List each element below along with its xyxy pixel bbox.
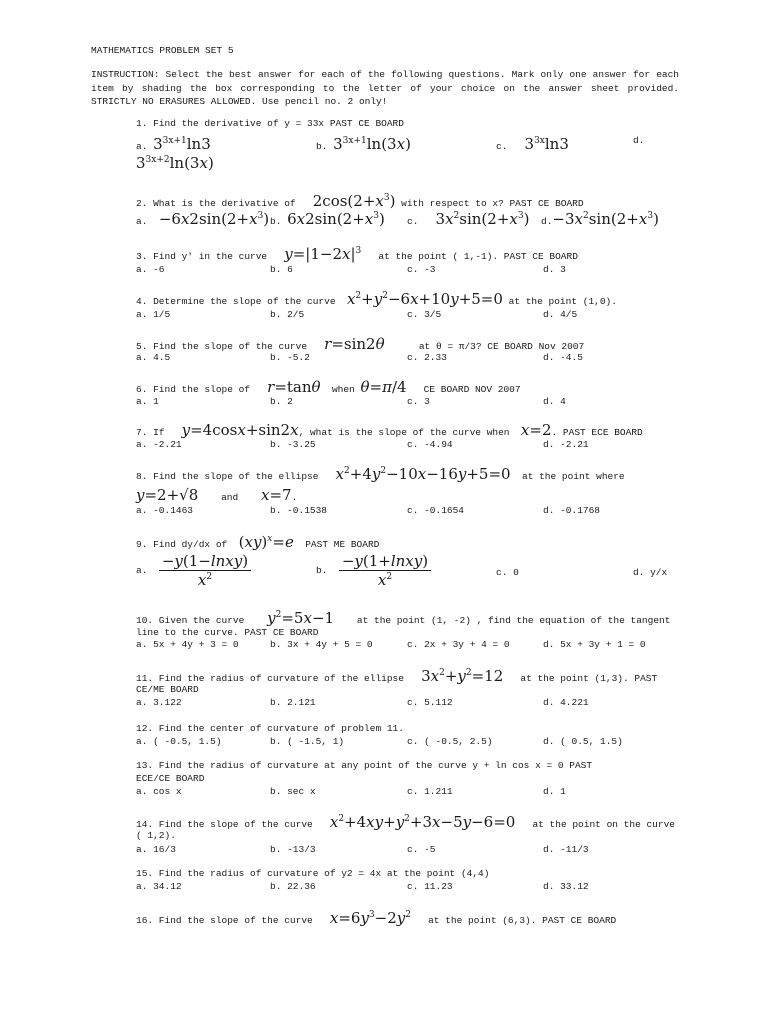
q8-option-a: a. -0.1463 [136, 505, 194, 516]
q9-option-b: b. $\frac{\text{−y(1+lnxy)}}{x^2}$ [316, 552, 431, 589]
q10-option-c: c. 2x + 3y + 4 = 0 [407, 639, 510, 650]
q16-stem: 16. Find the slope of the curve $x=6y^3-2y^2$ at the point (6,3). PAST CE BOARD [136, 909, 617, 927]
q5-option-d: d. -4.5 [543, 352, 583, 363]
q7-option-a: a. -2.21 [136, 439, 182, 450]
q7-option-d: d. -2.21 [543, 439, 589, 450]
q6-stem: 6. Find the slope of r=tanθ when θ=π/4 CE BOARD NOV 2007 [136, 378, 521, 396]
q6-option-c: c. 3 [407, 396, 430, 407]
q1-stem: 1. Find the derivative of y = 33x PAST CE BOARD [136, 118, 404, 129]
q11-option-c: c. 5.112 [407, 697, 453, 708]
q2-stem: 2. What is the derivative of $2\cos(2+x^3)$ with respect to x? PAST CE BOARD [136, 192, 584, 210]
q10-stem: 10. Given the curve $y^2=5x-1$ at the point (1, -2) , find the equation of the tangent [136, 609, 671, 627]
q14-option-a: a. 16/3 [136, 844, 176, 855]
q15-option-a: a. 34.12 [136, 881, 182, 892]
q14-stem-line2: ( 1,2). [136, 830, 176, 841]
q7-option-c: c. -4.94 [407, 439, 453, 450]
q3-option-a: a. -6 [136, 264, 165, 275]
q12-option-d: d. ( 0.5, 1.5) [543, 736, 623, 747]
q3-option-d: d. 3 [543, 264, 566, 275]
q5-option-a: a. 4.5 [136, 352, 171, 363]
q4-option-a: a. 1/5 [136, 309, 171, 320]
q3-stem: 3. Find y' in the curve $y=|1-2x|^3$ at the point ( 1,-1). PAST CE BOARD [136, 245, 578, 263]
q1-option-b: b. $3^{3x+1}\ln(3x)$ [316, 135, 411, 153]
q6-option-b: b. 2 [270, 396, 293, 407]
q11-stem: 11. Find the radius of curvature of the ellipse $3x^2+y^2=12$ at the point (1,3). PAST [136, 667, 658, 685]
q6-option-d: d. 4 [543, 396, 566, 407]
q15-option-c: c. 11.23 [407, 881, 453, 892]
q9-option-d: d. y/x [633, 567, 668, 578]
q1-option-d: $3^{3x+2}\ln(3x)$ [136, 154, 214, 172]
q5-option-b: b. -5.2 [270, 352, 310, 363]
document-title: MATHEMATICS PROBLEM SET 5 [91, 45, 234, 56]
q12-stem: 12. Find the center of curvature of problem 11. [136, 723, 404, 734]
q3-option-c: c. -3 [407, 264, 436, 275]
q14-option-d: d. -11/3 [543, 844, 589, 855]
q3-option-b: b. 6 [270, 264, 293, 275]
q11-stem-line2: CE/ME BOARD [136, 684, 199, 695]
q6-option-a: a. 1 [136, 396, 159, 407]
q8-option-b: b. -0.1538 [270, 505, 328, 516]
q8-option-c: c. -0.1654 [407, 505, 465, 516]
q10-option-d: d. 5x + 3y + 1 = 0 [543, 639, 646, 650]
q4-stem: 4. Determine the slope of the curve $x^2+y^2-6x+10y+5=0$ at the point (1,0). [136, 290, 617, 308]
q15-option-d: d. 33.12 [543, 881, 589, 892]
q5-option-c: c. 2.33 [407, 352, 447, 363]
q15-stem: 15. Find the radius of curvature of y2 = 4x at the point (4,4) [136, 868, 490, 879]
q5-stem: 5. Find the slope of the curve r=sin2θ at θ = π/3? CE BOARD Nov 2007 [136, 335, 585, 353]
q10-stem-line2: line to the curve. PAST CE BOARD [136, 627, 319, 638]
q13-option-a: a. cos x [136, 786, 182, 797]
q13-stem-line2: ECE/CE BOARD [136, 773, 205, 784]
q9-option-c: c. 0 [496, 567, 519, 578]
instruction-paragraph: INSTRUCTION: Select the best answer for each of the following questions. Mark only one answer for each item by shading the box corresponding to the letter of your choice on the answer sheet provided. STRICTLY NO ERASURES ALLOWED. Use pencil no. 2 only! [91, 69, 679, 107]
q8-stem-line2: y=2+√8 and x=7. [136, 486, 298, 504]
q14-option-c: c. -5 [407, 844, 436, 855]
q1-option-d-label: d. [633, 135, 645, 146]
q14-option-b: b. -13/3 [270, 844, 316, 855]
q1-option-c: c. $3^{3x}\ln 3$ [496, 135, 569, 153]
q2-option-a: a. $-6x2\sin(2+x^3)$ [136, 210, 270, 228]
q4-option-b: b. 2/5 [270, 309, 305, 320]
q2-option-d: $d.-3x^2\sin(2+x^3)$ [541, 210, 659, 228]
q7-stem: 7. If y=4cosx+sin2x, what is the slope of the curve when x=2. PAST ECE BOARD [136, 421, 643, 439]
q12-option-c: c. ( -0.5, 2.5) [407, 736, 493, 747]
q7-option-b: b. -3.25 [270, 439, 316, 450]
q13-stem: 13. Find the radius of curvature at any point of the curve y + ln cos x = 0 PAST [136, 760, 593, 771]
q2-option-b: b. $6x2\sin(2+x^3)$ [270, 210, 385, 228]
q12-option-a: a. ( -0.5, 1.5) [136, 736, 222, 747]
q12-option-b: b. ( -1.5, 1) [270, 736, 345, 747]
q4-option-d: d. 4/5 [543, 309, 578, 320]
q4-option-c: c. 3/5 [407, 309, 442, 320]
q9-option-a: a. $\frac{\text{−y(1−lnxy)}}{x^2}$ [136, 552, 251, 589]
q11-option-b: b. 2.121 [270, 697, 316, 708]
q2-option-c: c. $3x^2\sin(2+x^3)$ [407, 210, 530, 228]
q11-option-a: a. 3.122 [136, 697, 182, 708]
q13-option-b: b. sec x [270, 786, 316, 797]
q13-option-c: c. 1.211 [407, 786, 453, 797]
q1-option-a: a. $3^{3x+1}\ln 3$ [136, 135, 211, 153]
q15-option-b: b. 22.36 [270, 881, 316, 892]
q10-option-b: b. 3x + 4y + 5 = 0 [270, 639, 373, 650]
q9-stem: 9. Find dy/dx of (xy)$^x$=e PAST ME BOARD [136, 533, 380, 551]
q8-option-d: d. -0.1768 [543, 505, 601, 516]
q14-stem: 14. Find the slope of the curve $x^2+4xy+y^2+3x-5y-6=0$ at the point on the curve [136, 813, 675, 831]
q8-stem: 8. Find the slope of the ellipse $x^2+4y^2-10x-16y+5=0$ at the point where [136, 465, 625, 483]
q13-option-d: d. 1 [543, 786, 566, 797]
q10-option-a: a. 5x + 4y + 3 = 0 [136, 639, 239, 650]
q11-option-d: d. 4.221 [543, 697, 589, 708]
